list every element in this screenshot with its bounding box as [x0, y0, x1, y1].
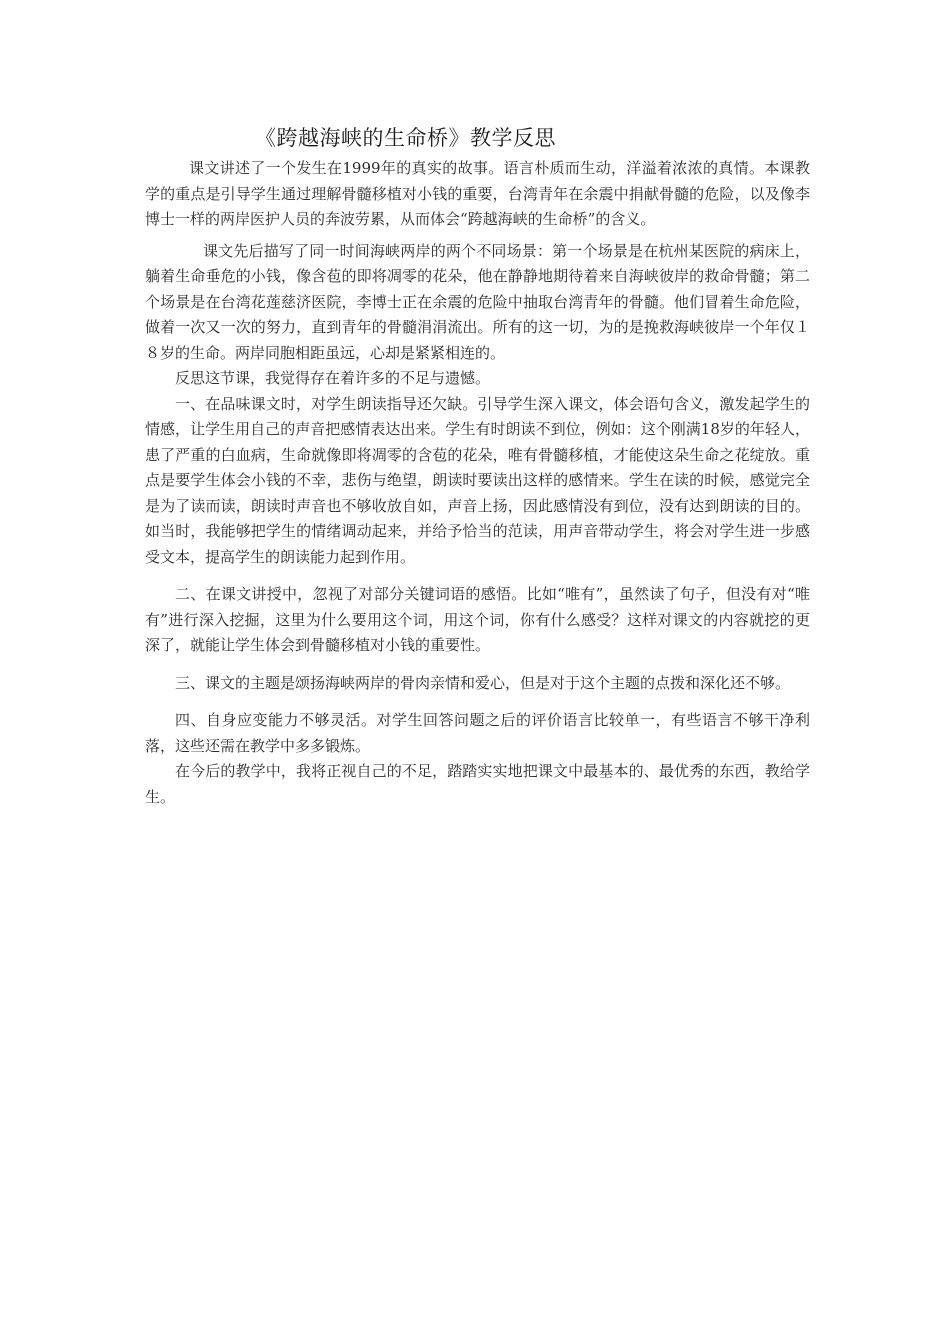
paragraph-conclusion: 在今后的教学中，我将正视自己的不足，踏踏实实地把课文中最基本的、最优秀的东西，教给学生。 — [145, 762, 810, 806]
paragraph-reflection-lead: 反思这节课，我觉得存在着许多的不足与遗憾。 — [175, 369, 491, 387]
paragraph-point-two: 二、在课文讲授中，忽视了对部分关键词语的感悟。比如“唯有”，虽然读了句子，但没有对“唯有”进行深入挖掘，这里为什么要用这个词，用这个词，你有什么感受？这样对课文的内容就挖的更深了，就能让学生体会到骨髓移植对小钱的重要性。 — [145, 585, 810, 654]
paragraph-intro: 课文讲述了一个发生在1999年的真实的故事。语言朴质而生动，洋溢着浓浓的真情。本课教学的重点是引导学生通过理解骨髓移植对小钱的重要，台湾青年在余震中捐献骨髓的危险，以及像李博士一样的两岸医护人员的奔波劳累，从而体会“跨越海峡的生命桥”的含义。 — [145, 159, 810, 228]
document-title: 《跨越海峡的生命桥》教学反思 — [255, 126, 556, 150]
paragraph-point-four: 四、自身应变能力不够灵活。对学生回答问题之后的评价语言比较单一，有些语言不够干净利落，这些还需在教学中多多锻炼。 — [145, 711, 810, 755]
document-page — [145, 124, 810, 810]
paragraph-scenes: 课文先后描写了同一时间海峡两岸的两个不同场景：第一个场景是在杭州某医院的病床上，躺着生命垂危的小钱，像含苞的即将凋零的花朵，他在静静地期待着来自海峡彼岸的救命骨髓；第二个场景是在台湾花莲慈济医院，李博士正在余震的危险中抽取台湾青年的骨髓。他们冒着生命危险，做着一次又一次的努力，直到青年的骨髓涓涓流出。所有的这一切，为的是挽救海峡彼岸一个年仅１８岁的生命。两岸同胞相距虽远，心却是紧紧相连的。 — [145, 241, 810, 362]
paragraph-point-three: 三、课文的主题是颂扬海峡两岸的骨肉亲情和爱心，但是对于这个主题的点拨和深化还不够。 — [175, 673, 791, 692]
paragraph-point-one: 一、在品味课文时，对学生朗读指导还欠缺。引导学生深入课文，体会语句含义，激发起学生的情感，让学生用自己的声音把感情表达出来。学生有时朗读不到位，例如：这个刚满18岁的年轻人，患了严重的白血病，生命就像即将凋零的含苞的花朵，唯有骨髓移植，才能使这朵生命之花绽放。重点是要学生体会小钱的不幸，悲伤与绝望，朗读时要读出这样的感情来。学生在读的时候，感觉完全是为了读而读，朗读时声音也不够收放自如，声音上扬，因此感情没有到位，没有达到朗读的目的。如当时，我能够把学生的情绪调动起来，并给予恰当的范读，用声音带动学生，将会对学生进一步感受文本，提高学生的朗读能力起到作用。 — [145, 394, 810, 566]
